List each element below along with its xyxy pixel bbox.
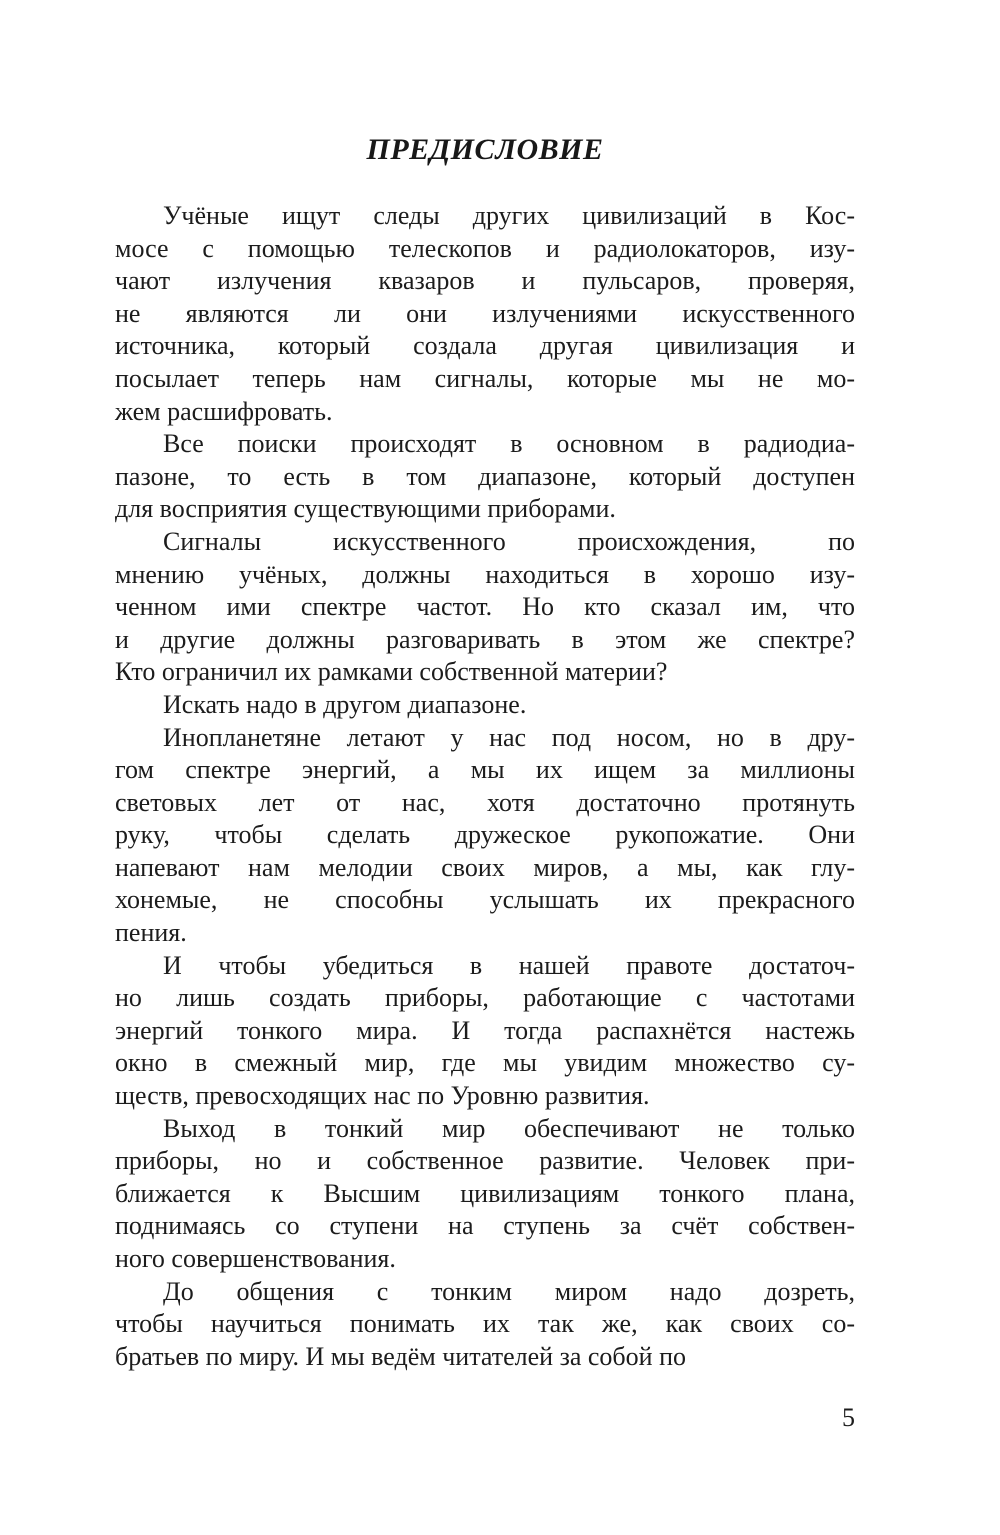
text-line: ществ, превосходящих нас по Уровню развития. (115, 1081, 650, 1111)
text-line: хонемые, не способны услышать их прекрасного (115, 885, 855, 915)
text-line: для восприятия существующими приборами. (115, 494, 616, 524)
text-line: И чтобы убедиться в нашей правоте достаточ- (163, 950, 855, 980)
text-line: окно в смежный мир, где мы увидим множество су- (115, 1048, 855, 1078)
paragraph (115, 722, 855, 950)
text-line: световых лет от нас, хотя достаточно протянуть (115, 787, 855, 817)
text-line: посылает теперь нам сигналы, которые мы не мо- (115, 363, 855, 393)
text-line: источника, который создала другая цивилизация и (115, 331, 855, 361)
body-text (115, 200, 855, 1373)
paragraph (115, 1113, 855, 1276)
text-line: и другие должны разговаривать в этом же спектре? (115, 624, 855, 654)
paragraph (115, 526, 855, 689)
text-line: не являются ли они излучениями искусственного (115, 298, 855, 328)
text-line: ближается к Высшим цивилизациям тонкого плана, (115, 1178, 855, 1208)
text-line: чают излучения квазаров и пульсаров, проверяя, (115, 266, 855, 296)
text-line: ного совершенствования. (115, 1244, 396, 1273)
text-line: братьев по миру. И мы ведём читателей за собой по (115, 1341, 686, 1371)
text-line: напевают нам мелодии своих миров, а мы, как глу- (115, 852, 855, 882)
text-line: гом спектре энергий, а мы их ищем за миллионы (115, 755, 855, 785)
paragraph (115, 950, 855, 1113)
text-line: жем расшифровать. (115, 396, 333, 426)
text-line: мосе с помощью телескопов и радиолокаторов, изу- (115, 233, 855, 263)
text-line: руку, чтобы сделать дружеское рукопожатие. Они (115, 820, 855, 850)
text-line: Искать надо в другом диапазоне. (163, 689, 527, 719)
text-line: Сигналы искусственного происхождения, по (163, 526, 855, 556)
text-line: но лишь создать приборы, работающие с частотами (115, 983, 855, 1013)
page-title: ПРЕДИСЛОВИЕ (366, 133, 604, 166)
paragraph (115, 200, 855, 428)
paragraph (115, 689, 855, 722)
text-line: приборы, но и собственное развитие. Человек при- (115, 1146, 855, 1176)
text-column (115, 131, 855, 1373)
text-line: Выход в тонкий мир обеспечивают не только (163, 1113, 855, 1143)
text-line: чтобы научиться понимать их так же, как своих со- (115, 1309, 855, 1339)
text-line: мнению учёных, должны находиться в хорошо изу- (115, 559, 855, 589)
page-number: 5 (842, 1403, 855, 1432)
text-line: Кто ограничил их рамками собственной материи? (115, 657, 668, 687)
paragraph (115, 1276, 855, 1374)
text-line: Инопланетяне летают у нас под носом, но в дру- (163, 722, 855, 752)
text-line: Учёные ищут следы других цивилизаций в Кос- (163, 201, 855, 230)
text-line: Все поиски происходят в основном в радиодиа- (163, 429, 855, 459)
text-line: До общения с тонким миром надо дозреть, (163, 1276, 855, 1306)
text-line: пения. (115, 918, 187, 948)
text-line: ченном ими спектре частот. Но кто сказал им, что (115, 592, 855, 622)
text-line: поднимаясь со ступени на ступень за счёт собствен- (115, 1211, 855, 1241)
paragraph (115, 428, 855, 526)
text-line: энергий тонкого мира. И тогда распахнётся настежь (115, 1015, 855, 1045)
text-line: пазоне, то есть в том диапазоне, который доступен (115, 461, 855, 491)
